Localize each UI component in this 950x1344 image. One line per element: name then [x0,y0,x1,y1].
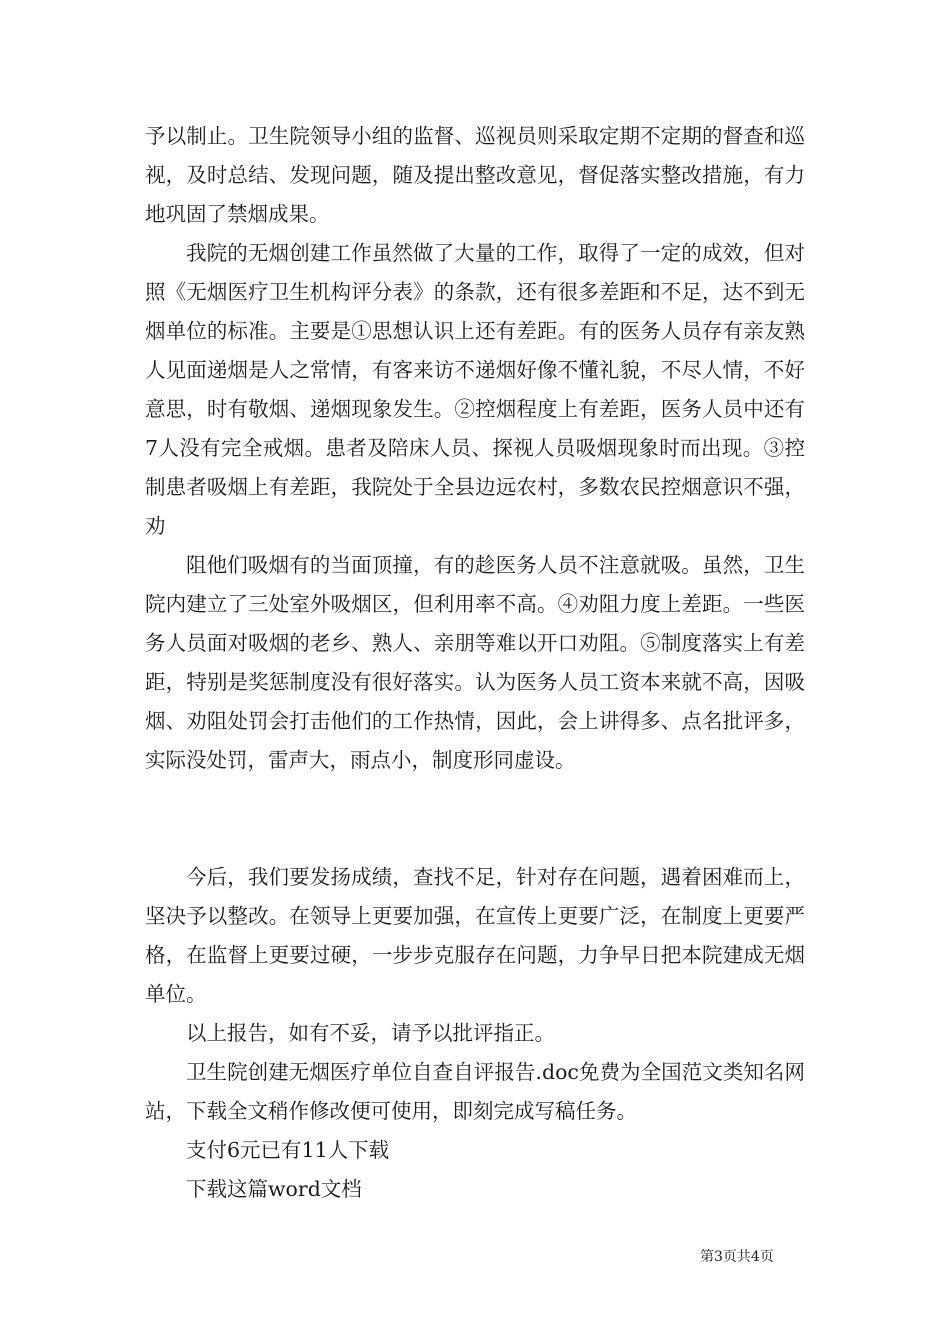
paragraph-gap [145,780,805,858]
page-number: 第3页共4页 [700,1249,774,1265]
document-body [145,117,805,1209]
paragraph-1: 予以制止。卫生院领导小组的监督、巡视员则采取定期不定期的督查和巡视，及时总结、发现问题，随及提出整改意见，督促落实整改措施，有力地巩固了禁烟成果。 [145,124,805,226]
paragraph-6: 卫生院创建无烟医疗单位自查自评报告.doc免费为全国范文类知名网站，下载全文稍作修改便可使用，即刻完成写稿任务。 [145,1060,805,1123]
paragraph-4: 今后，我们要发扬成绩，查找不足，针对存在问题，遇着困难而上，坚决予以整改。在领导上更要加强，在宣传上更要广泛，在制度上更要严格，在监督上更要过硬，一步步克服存在问题，力争早日把本院建成无烟单位。 [145,865,805,1006]
download-count-text: 支付6元已有11人下载 [186,1138,390,1162]
paragraph-5: 以上报告，如有不妥，请予以批评指正。 [186,1021,555,1045]
download-document-link[interactable]: 下载这篇word文档 [186,1177,362,1201]
paragraph-2: 我院的无烟创建工作虽然做了大量的工作，取得了一定的成效，但对照《无烟医疗卫生机构评分表》的条款，还有很多差距和不足，达不到无烟单位的标准。主要是①思想认识上还有差距。有的医务人员存有亲友熟人见面递烟是人之常情，有客来访不递烟好像不懂礼貌，不尽人情，不好意思，时有敬烟、递烟现象发生。②控烟程度上有差距，医务人员中还有7人没有完全戒烟。患者及陪床人员、探视人员吸烟现象时而出现。③控制患者吸烟上有差距，我院处于全县边远农村，多数农民控烟意识不强，劝 [145,241,805,538]
paragraph-3: 阻他们吸烟有的当面顶撞，有的趁医务人员不注意就吸。虽然，卫生院内建立了三处室外吸烟区，但利用率不高。④劝阻力度上差距。一些医务人员面对吸烟的老乡、熟人、亲朋等难以开口劝阻。⑤制度落实上有差距，特别是奖惩制度没有很好落实。认为医务人员工资本来就不高，因吸烟、劝阻处罚会打击他们的工作热情，因此，会上讲得多、点名批评多，实际没处罚，雷声大，雨点小，制度形同虚设。 [145,553,805,772]
